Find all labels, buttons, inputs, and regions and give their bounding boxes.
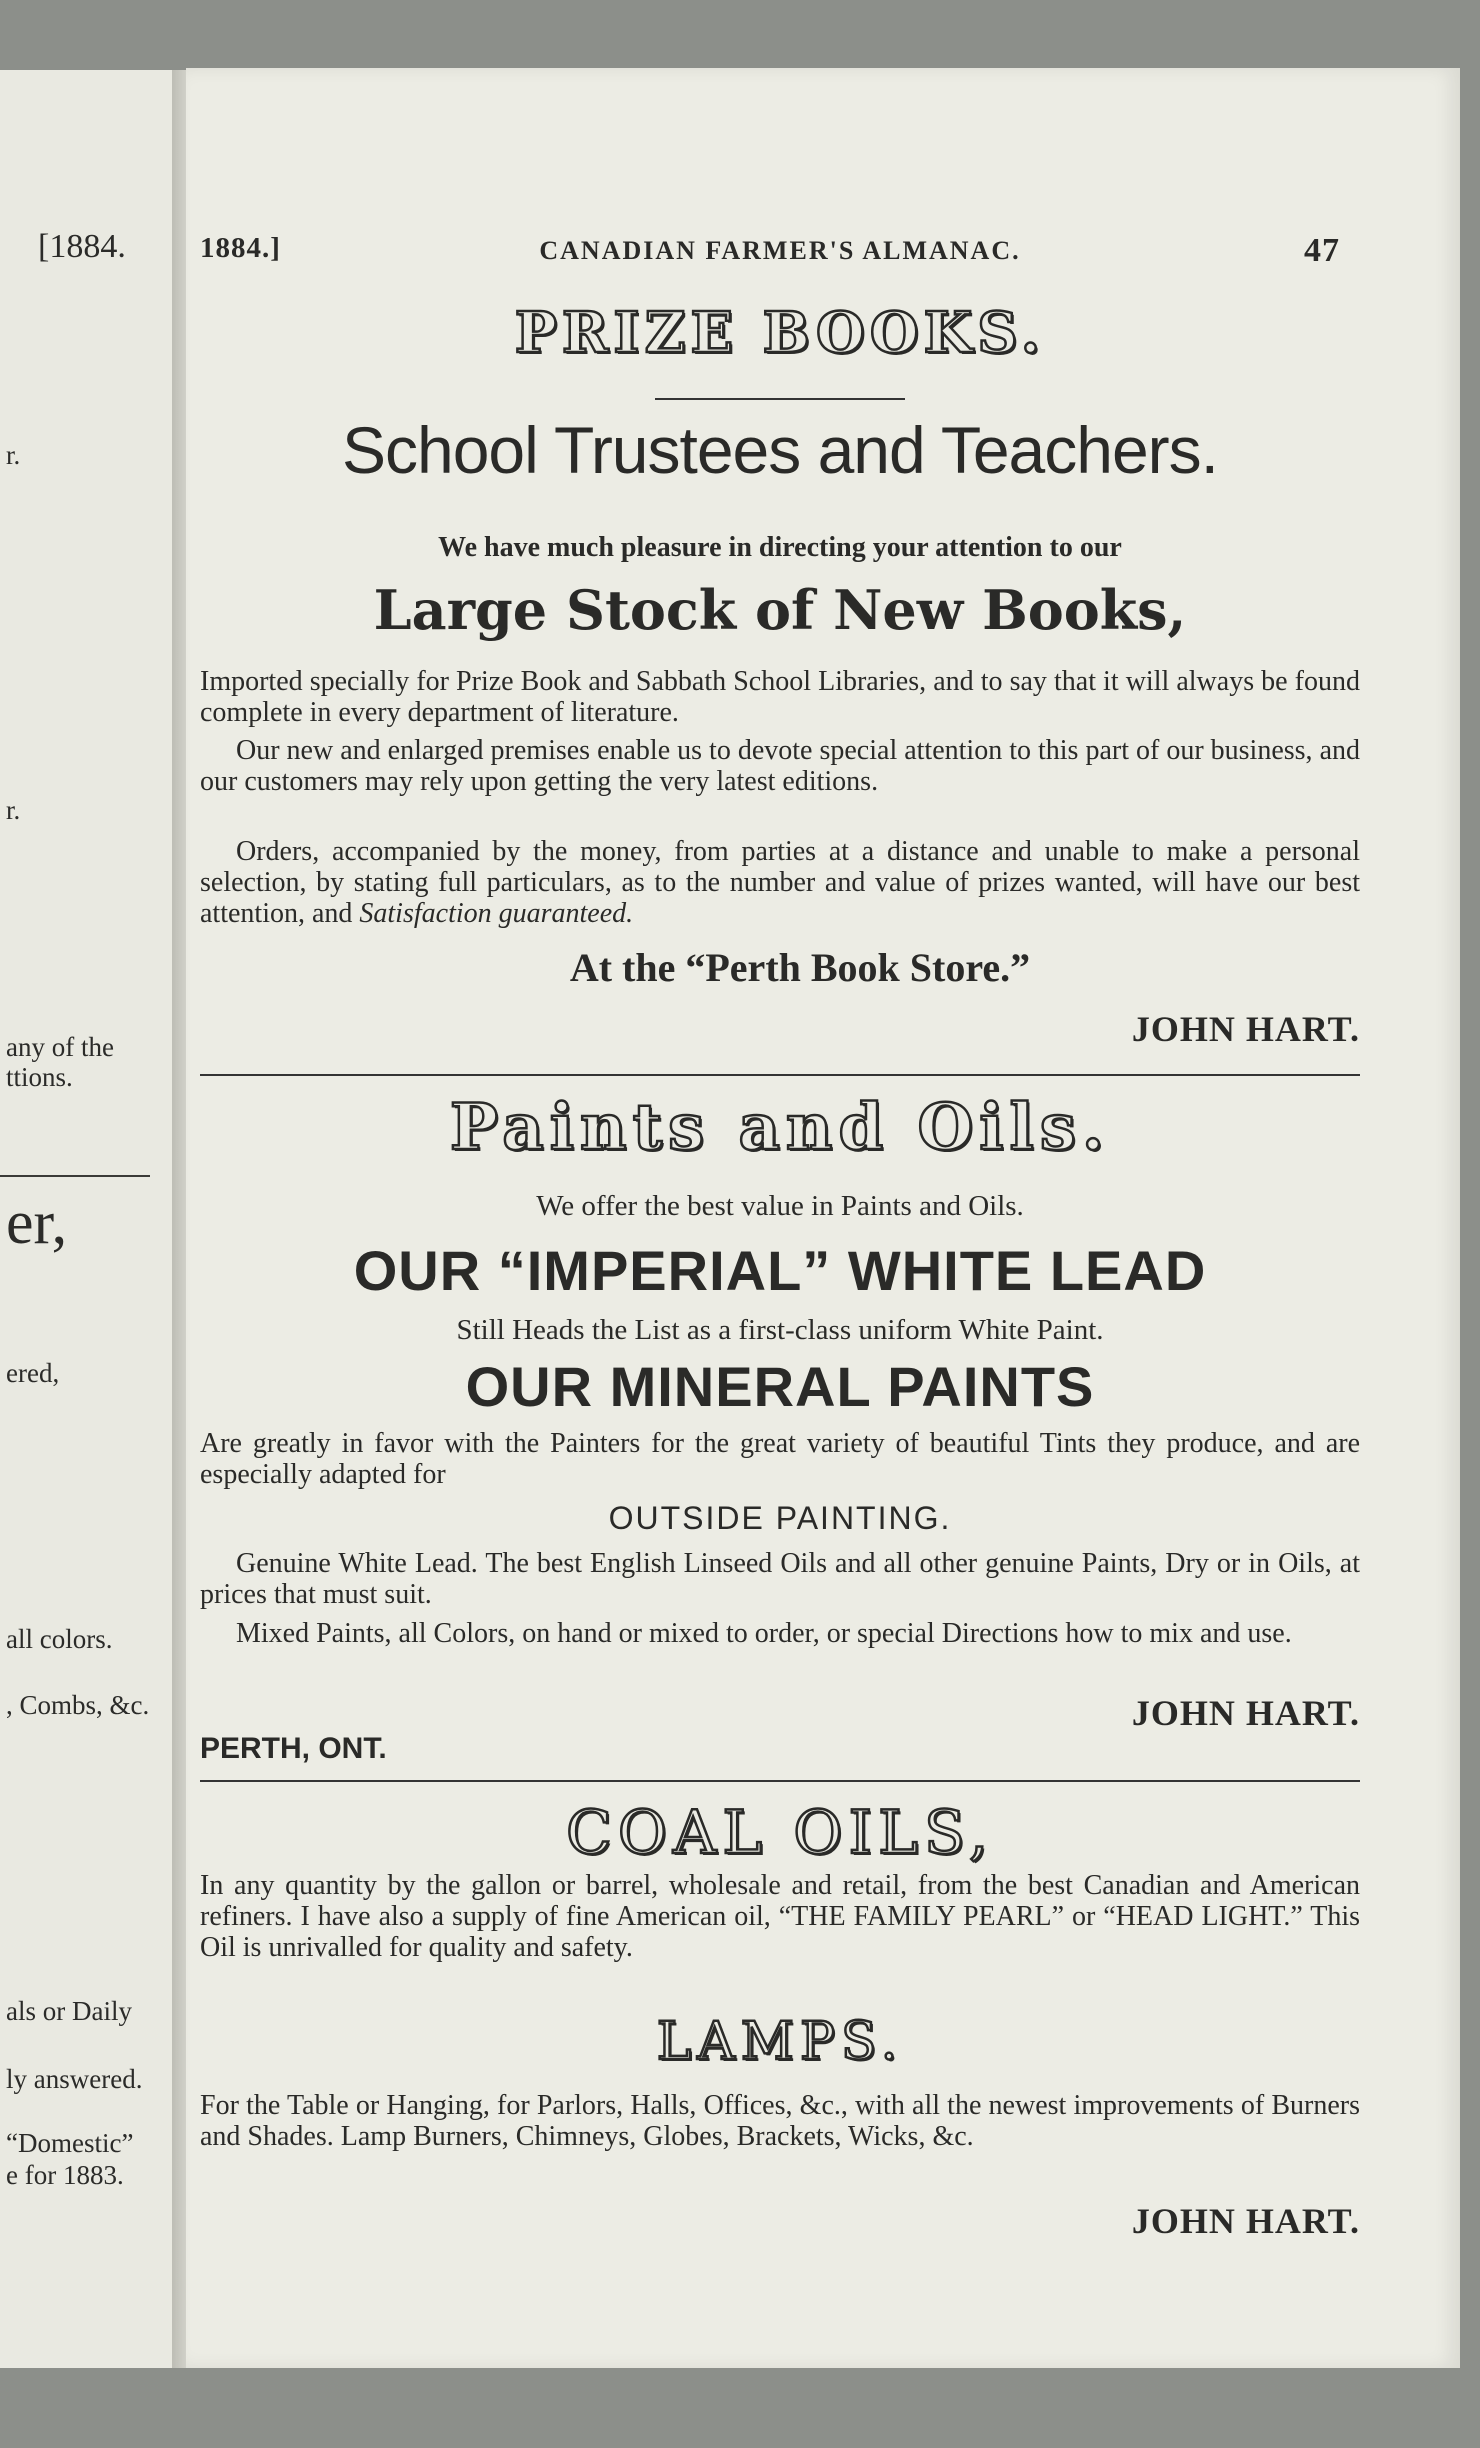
lamps-text: For the Table or Hanging, for Parlors, Halls, Offices, &c., with all the newest improvements of Burners and Shades. Lamp Burners, Chimneys, Globes, Brackets, Wicks, &c. — [200, 2090, 1360, 2152]
imperial-subtext: Still Heads the List as a first-class uniform White Paint. — [456, 1314, 1104, 1346]
left-page-rule — [0, 1175, 150, 1177]
mineral-paints-text: Are greatly in favor with the Painters for the great variety of beautiful Tints they produce, and are especially adapted for — [200, 1428, 1360, 1490]
prize-books-para-2: Our new and enlarged premises enable us to devote special attention to this part of our business, and our customers may rely upon getting the very latest editions. — [200, 735, 1360, 797]
left-page-text-fragment: ly answered. — [6, 2064, 143, 2094]
page-number: 47 — [1304, 232, 1340, 269]
coal-oils-heading: COAL OILS, — [565, 1798, 995, 1868]
left-page-text-fragment: er, — [6, 1189, 68, 1257]
previous-page-fragment — [0, 70, 175, 2370]
perth-book-store: At the “Perth Book Store.” — [569, 945, 1031, 990]
mineral-paints-heading: OUR MINERAL PAINTS — [465, 1355, 1095, 1418]
prize-books-para-3 — [200, 836, 1360, 929]
left-page-text-fragment: any of the — [6, 1032, 114, 1062]
left-page-text-fragment: all colors. — [6, 1624, 113, 1654]
left-page-text-fragment: r. — [6, 795, 21, 825]
section-divider-2 — [200, 1780, 1360, 1782]
coal-oils-text: In any quantity by the gallon or barrel, wholesale and retail, from the best Canadian and American refiners. I have also a supply of fine American oil, “THE FAMILY PEARL” or “HEAD LIGHT.” This Oil is unrivalled for quality and safety. — [200, 1870, 1360, 1963]
large-stock-heading: Large Stock of New Books, — [373, 578, 1187, 642]
header-title: CANADIAN FARMER'S ALMANAC. — [539, 236, 1021, 265]
section-divider-1 — [200, 1074, 1360, 1076]
perth-ont-location: PERTH, ONT. — [200, 1732, 387, 1765]
prize-books-para-1: Imported specially for Prize Book and Sabbath School Libraries, and to say that it will always be found complete in every department of literature. — [200, 666, 1360, 728]
prize-books-heading: PRIZE BOOKS. — [514, 300, 1046, 366]
left-page-text-fragment: ttions. — [6, 1062, 73, 1092]
left-page-text-fragment: als or Daily — [6, 1996, 132, 2026]
prize-books-intro: We have much pleasure in directing your attention to our — [438, 532, 1122, 563]
paints-para-2: Mixed Paints, all Colors, on hand or mixed to order, or special Directions how to mix and use. — [236, 1618, 1292, 1649]
left-page-year: [1884. — [38, 228, 126, 265]
imperial-white-lead-heading: OUR “IMPERIAL” WHITE LEAD — [353, 1239, 1207, 1302]
paints-signature: JOHN HART. — [1131, 1693, 1360, 1733]
running-header — [200, 232, 1360, 272]
left-page-text-fragment: e for 1883. — [6, 2160, 124, 2190]
left-page-text-fragment: r. — [6, 440, 21, 470]
scan-background — [0, 2368, 1480, 2448]
lamps-heading: LAMPS. — [656, 2012, 904, 2072]
prize-books-rule — [200, 398, 1360, 400]
school-trustees-heading: School Trustees and Teachers. — [342, 413, 1218, 487]
paints-oils-heading: Paints and Oils. — [449, 1090, 1111, 1165]
prize-books-para-3-text: Orders, accompanied by the money, from parties at a distance and unable to make a personal selection, by stating full particulars, as to the number and value of prizes wanted, will have our best attention, and — [200, 836, 1360, 929]
left-page-text-fragment: ered, — [6, 1358, 60, 1388]
left-page-text-fragment: , Combs, &c. — [6, 1690, 150, 1720]
paints-para-1: Genuine White Lead. The best English Linseed Oils and all other genuine Paints, Dry or in Oils, at prices that must suit. — [200, 1548, 1360, 1610]
lamps-signature: JOHN HART. — [1131, 2201, 1360, 2241]
header-year: 1884.] — [200, 232, 281, 264]
left-page-text-fragment: “Domestic” — [6, 2128, 134, 2158]
prize-books-signature: JOHN HART. — [1131, 1009, 1360, 1049]
satisfaction-guaranteed: Satisfaction guaranteed. — [359, 898, 634, 929]
paints-intro: We offer the best value in Paints and Oils. — [536, 1190, 1024, 1222]
outside-painting: OUTSIDE PAINTING. — [608, 1500, 952, 1536]
